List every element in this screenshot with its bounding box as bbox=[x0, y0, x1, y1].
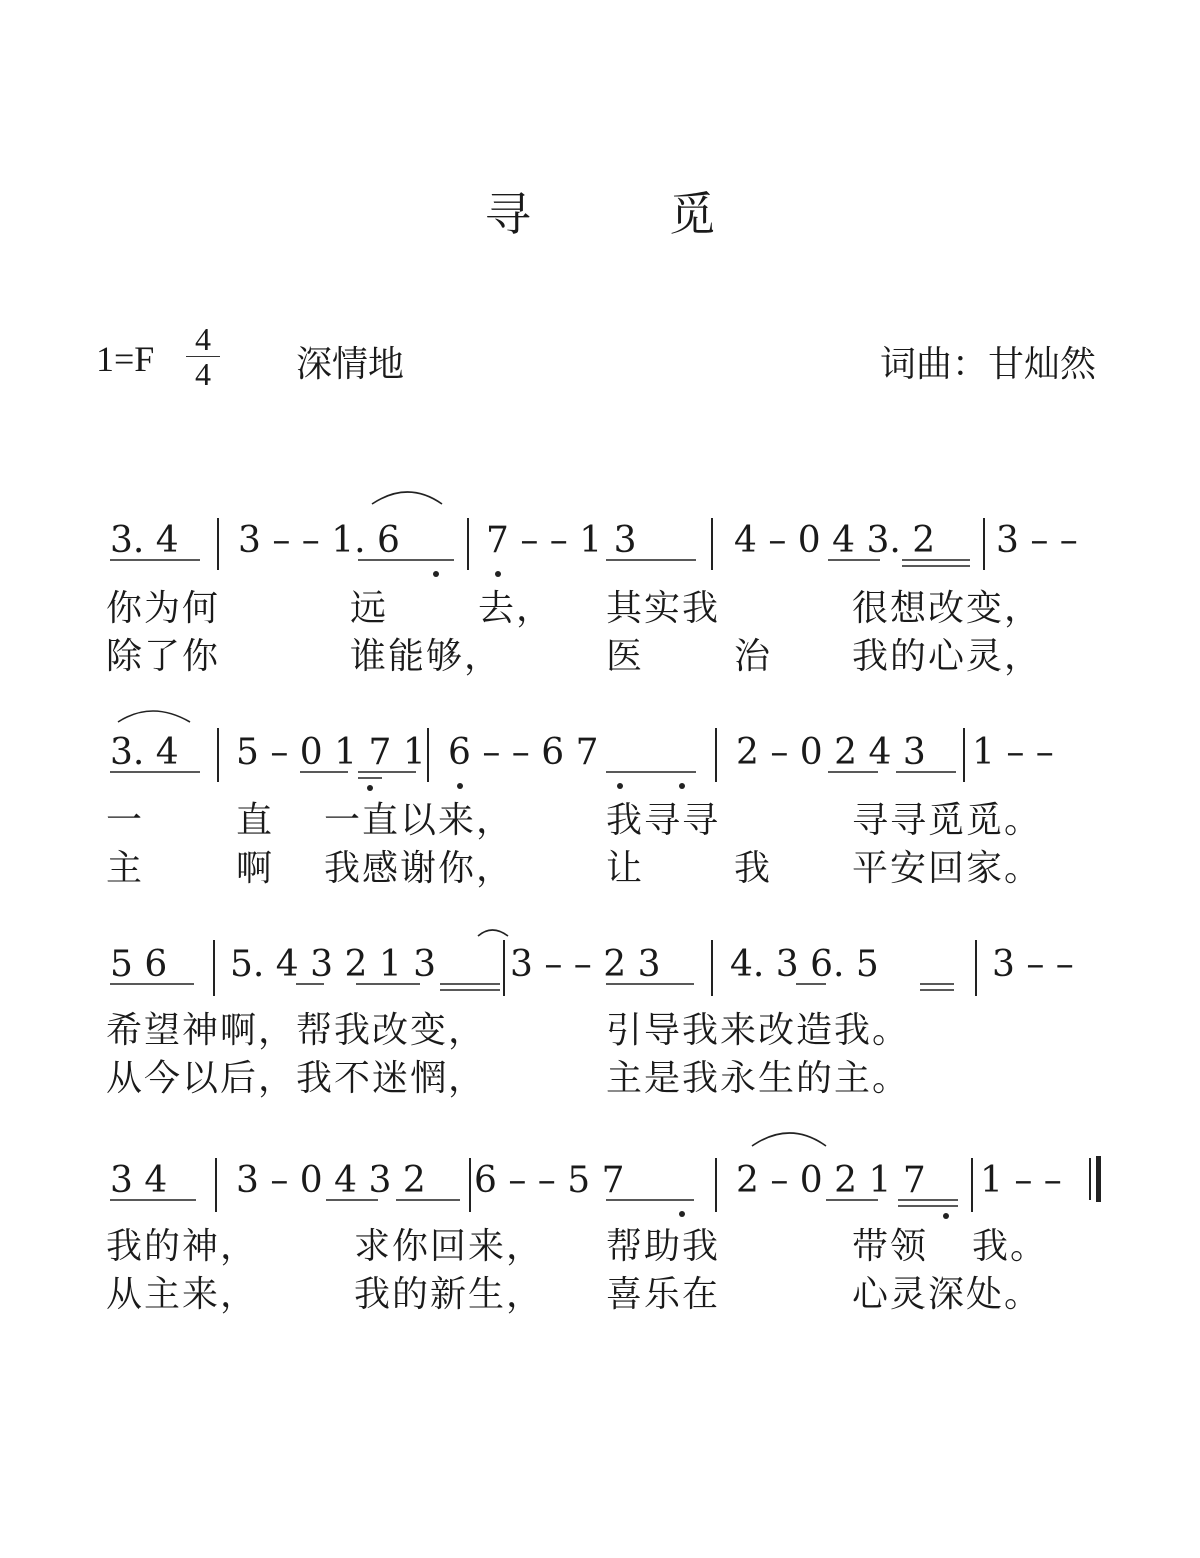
time-signature-top: 4 bbox=[186, 322, 220, 357]
lyric-2-a-1: 一 bbox=[106, 800, 145, 841]
key-signature: 1=F bbox=[96, 339, 155, 379]
score-row-1 bbox=[106, 492, 1078, 677]
lyric-2-b-2: 啊 bbox=[236, 848, 275, 889]
measure-4-4: 2 – 0 2 1 7 bbox=[736, 1160, 926, 1201]
lyric-1-a-5: 很想改变， bbox=[852, 588, 1043, 629]
measure-3-3: 3 – – 2 3 bbox=[510, 944, 661, 985]
lyric-2-a-3: 一直以来， bbox=[324, 800, 515, 841]
score-row-2 bbox=[106, 711, 1054, 889]
measure-2-4: 2 – 0 2 4 3 bbox=[736, 732, 926, 773]
tempo-marking: 深情地 bbox=[296, 344, 405, 385]
lyric-1-b-5: 我的心灵， bbox=[852, 636, 1043, 677]
lyric-4-a-3: 帮助我 bbox=[606, 1226, 721, 1267]
measure-4-2: 3 – 0 4 3 2 bbox=[236, 1160, 426, 1201]
lyric-2-b-1: 主 bbox=[106, 848, 145, 889]
lyric-3-a-2: 引导我来改造我。 bbox=[606, 1010, 911, 1051]
score-row-4 bbox=[106, 1133, 1101, 1315]
lyric-1-a-4: 其实我 bbox=[606, 588, 721, 629]
lyric-4-b-4: 心灵深处。 bbox=[852, 1274, 1043, 1315]
lyric-4-b-3: 喜乐在 bbox=[606, 1274, 721, 1315]
song-title: 寻 觅 bbox=[484, 187, 778, 241]
lyric-2-a-5: 寻寻觅觅。 bbox=[852, 800, 1043, 841]
measure-2-2: 5 – 0 1 7 1 bbox=[236, 732, 426, 773]
lyric-4-a-2: 求你回来， bbox=[354, 1226, 545, 1267]
measure-1-1: 3. 4 bbox=[110, 520, 179, 561]
lyric-2-b-5: 我 bbox=[734, 848, 773, 889]
lyric-2-a-2: 直 bbox=[236, 800, 275, 841]
lyric-1-a-3: 去， bbox=[478, 588, 555, 629]
credits: 词曲：甘灿然 bbox=[880, 344, 1097, 385]
lyric-1-b-2: 谁能够， bbox=[350, 636, 503, 677]
lyric-2-a-4: 我寻寻 bbox=[606, 800, 721, 841]
lyric-3-a-1: 希望神啊，帮我改变， bbox=[106, 1010, 487, 1051]
lyric-2-b-3: 我感谢你， bbox=[324, 848, 515, 889]
measure-1-3: 7 – – 1 3 bbox=[486, 520, 637, 561]
lyric-3-b-1: 从今以后，我不迷惘， bbox=[106, 1058, 487, 1099]
lyric-1-a-2: 远 bbox=[350, 588, 389, 629]
lyric-2-b-4: 让 bbox=[606, 848, 645, 889]
measure-3-4: 4. 3 6. 5 bbox=[730, 944, 879, 985]
lyric-1-b-4: 治 bbox=[734, 636, 773, 677]
measure-1-5: 3 – – bbox=[996, 520, 1078, 561]
lyric-4-b-2: 我的新生， bbox=[354, 1274, 545, 1315]
lyric-1-b-3: 医 bbox=[606, 636, 645, 677]
measure-1-4: 4 – 0 4 3. 2 bbox=[734, 520, 936, 561]
lyric-4-b-1: 从主来， bbox=[106, 1274, 259, 1315]
measure-2-3: 6 – – 6 7 bbox=[448, 732, 599, 773]
measure-3-1: 5 6 bbox=[110, 944, 168, 985]
measure-2-5: 1 – – bbox=[972, 732, 1054, 773]
measure-3-2: 5. 4 3 2 1 3 bbox=[230, 944, 437, 985]
score-row-3 bbox=[106, 930, 1074, 1099]
measure-4-1: 3 4 bbox=[110, 1160, 168, 1201]
lyric-2-b-6: 平安回家。 bbox=[852, 848, 1043, 889]
measure-4-5: 1 – – bbox=[980, 1160, 1062, 1201]
measure-4-3: 6 – – 5 7 bbox=[474, 1160, 625, 1201]
lyric-1-a-1: 你为何 bbox=[106, 588, 221, 629]
lyric-4-a-1: 我的神， bbox=[106, 1226, 259, 1267]
measure-1-2: 3 – – 1. 6 bbox=[238, 520, 400, 561]
measure-2-1: 3. 4 bbox=[110, 732, 179, 773]
lyric-4-a-4: 带领 bbox=[852, 1226, 929, 1267]
lyric-4-a-5: 我。 bbox=[972, 1226, 1049, 1267]
lyric-3-b-2: 主是我永生的主。 bbox=[606, 1058, 911, 1099]
time-signature-bottom: 4 bbox=[195, 356, 211, 392]
lyric-1-b-1: 除了你 bbox=[106, 636, 221, 677]
measure-3-5: 3 – – bbox=[992, 944, 1074, 985]
